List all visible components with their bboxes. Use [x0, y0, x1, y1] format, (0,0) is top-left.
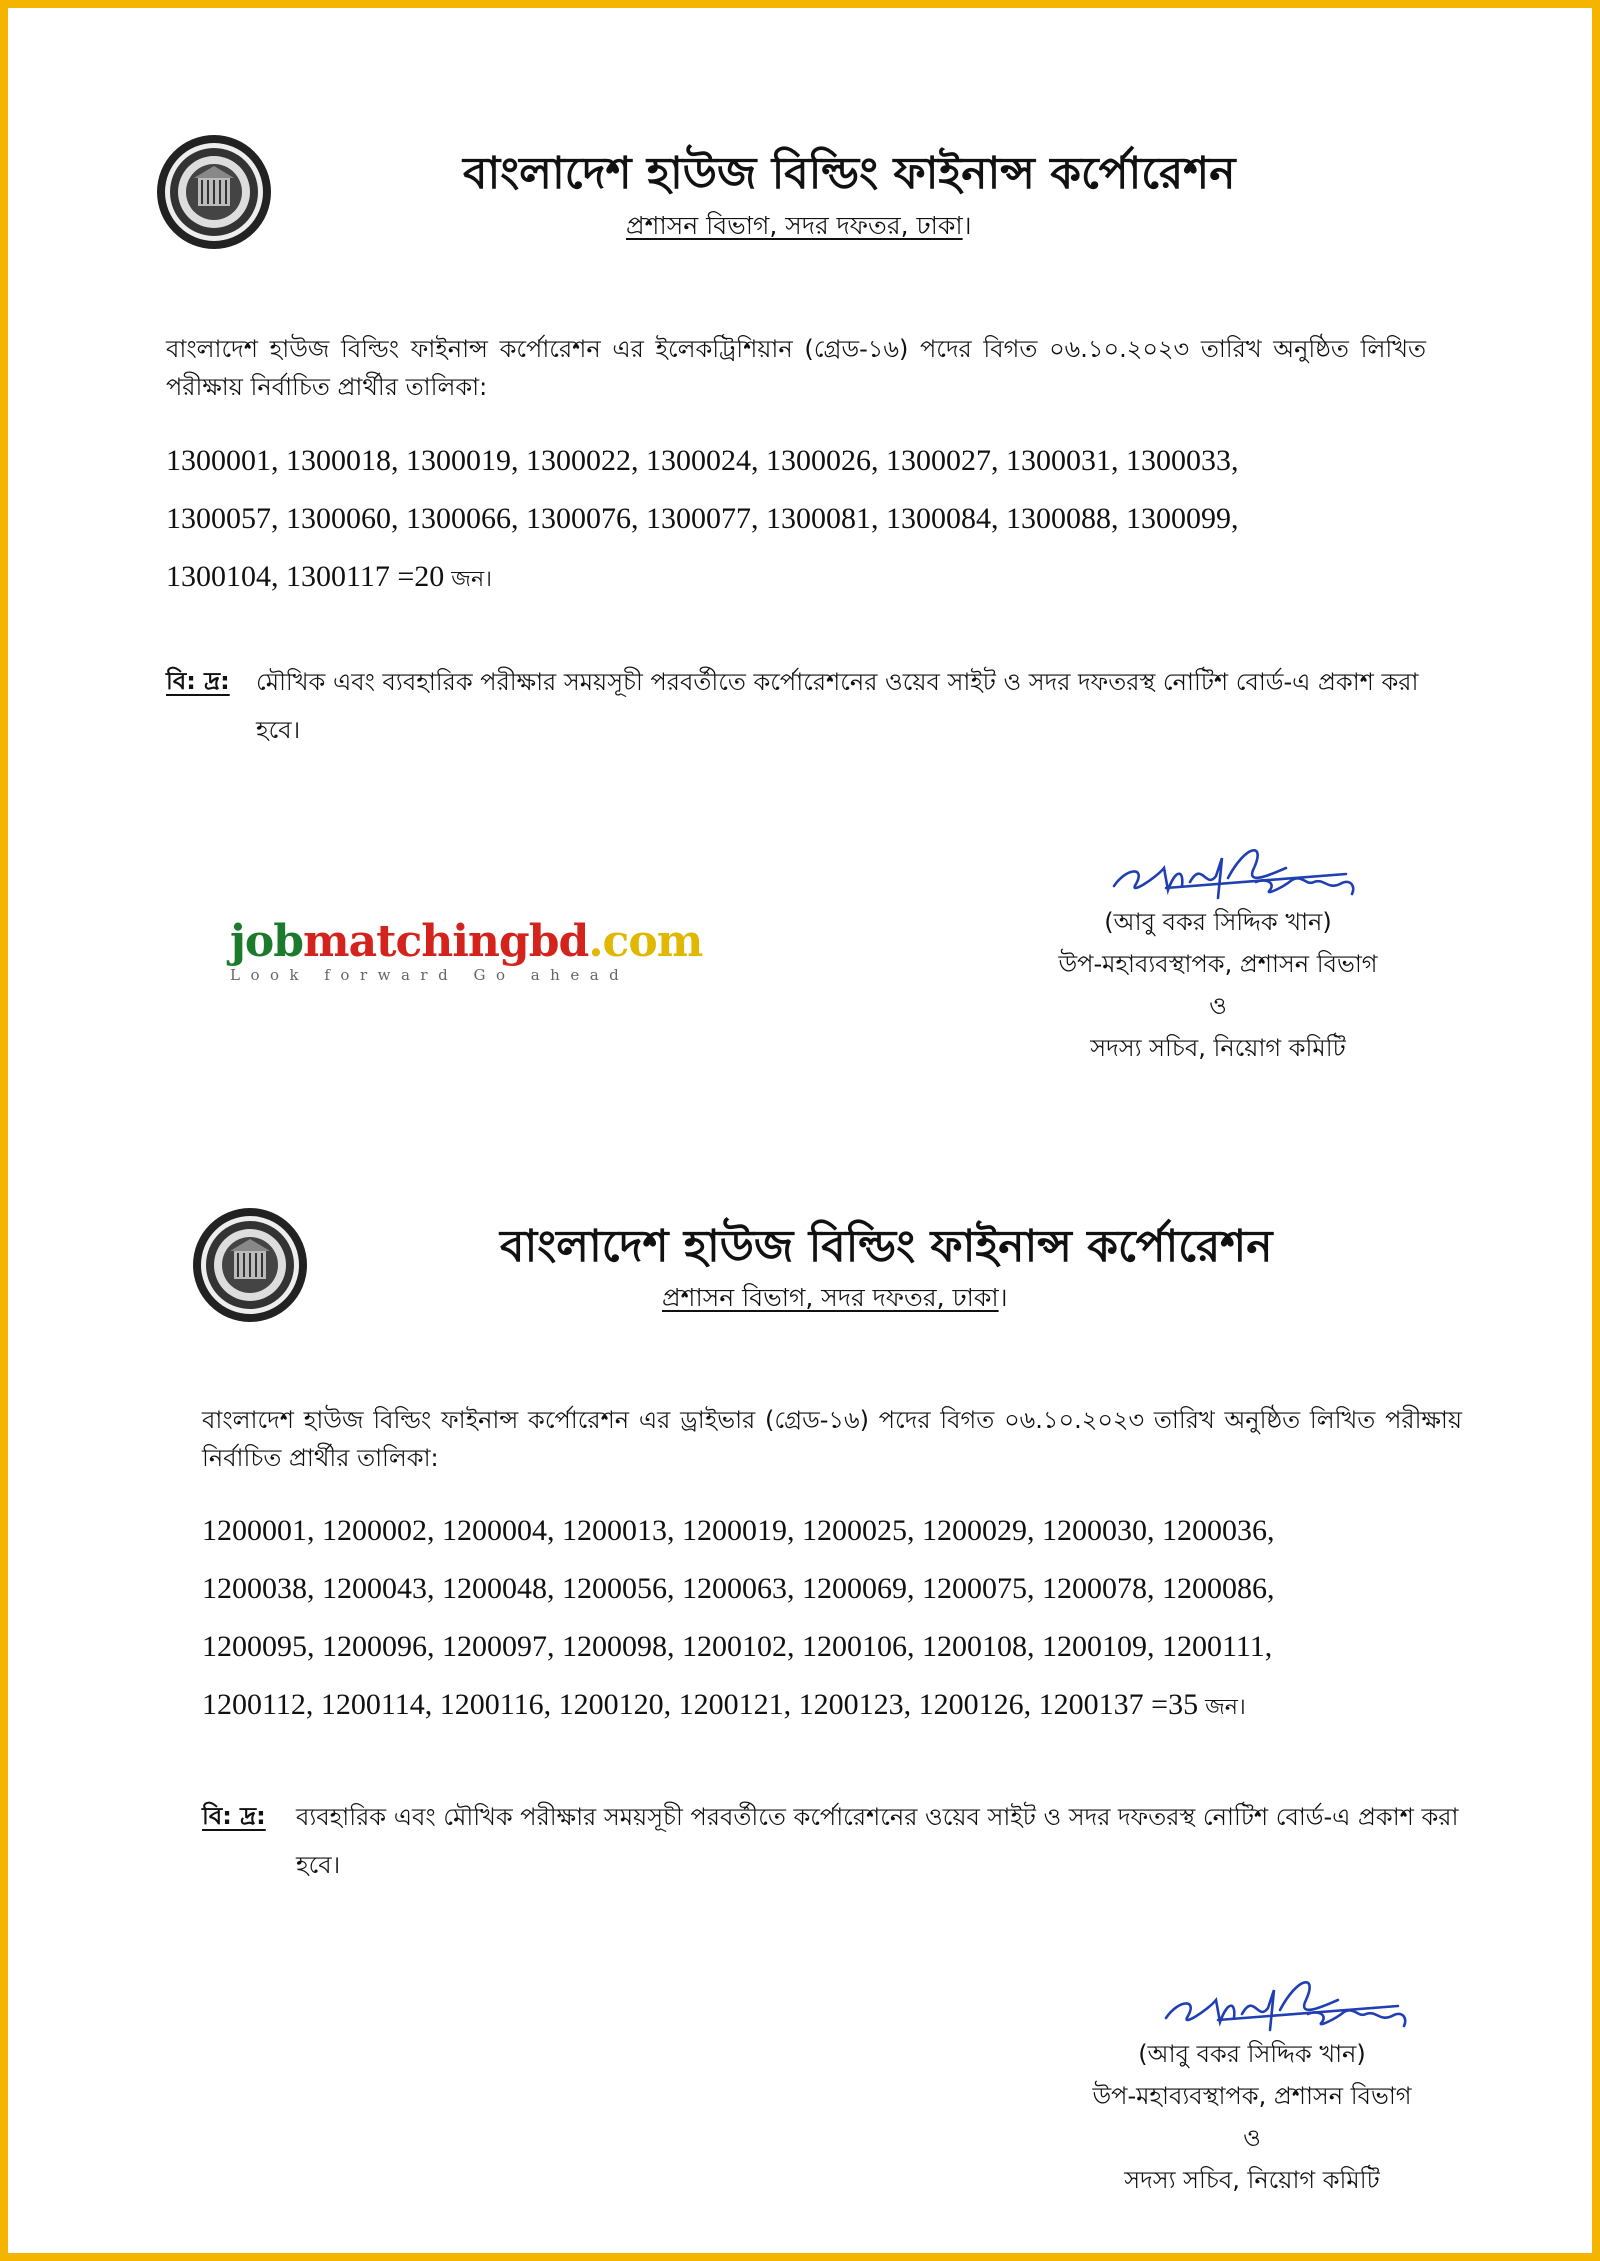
note-text: মৌখিক এবং ব্যবহারিক পরীক্ষার সময়সূচী পরবর্তীতে কর্পোরেশনের ওয়েব সাইট ও সদর দফতরস্থ নোটিশ বোর্ড-এ প্রকাশ করা হবে। [256, 668, 1419, 744]
total-suffix: জন। [444, 567, 492, 592]
note-text: ব্যবহারিক এবং মৌখিক পরীক্ষার সময়সূচী পরবর্তীতে কর্পোরেশনের ওয়েব সাইট ও সদর দফতরস্থ নোটিশ বোর্ড-এ প্রকাশ করা হবে। [296, 1803, 1459, 1879]
note-label: বি: দ্র: [202, 1802, 266, 1830]
watermark-name: jobmatchingbd.com [230, 916, 703, 967]
notice-intro: বাংলাদেশ হাউজ বিল্ডিং ফাইনান্স কর্পোরেশন এর ইলেকট্রিশিয়ান (গ্রেড-১৬) পদের বিগত ০৬.১০.২০২৩ তারিখ অনুষ্ঠিত লিখিত পরীক্ষায় নির্বাচিত প্রার্থীর তালিকা: [166, 335, 1426, 401]
signatory-role: সদস্য সচিব, নিয়োগ কমিটি [1124, 2166, 1380, 2194]
note-label: বি: দ্র: [166, 667, 230, 695]
corporation-seal-icon [190, 1205, 310, 1325]
roll-line: 1200095, 1200096, 1200097, 1200098, 1200102, 1200106, 1200108, 1200109, 1200111, [202, 1630, 1273, 1663]
roll-line: 1200001, 1200002, 1200004, 1200013, 1200019, 1200025, 1200029, 1200030, 1200036, [202, 1514, 1275, 1547]
org-title: বাংলাদেশ হাউজ বিল্ডিং ফাইনান্স কর্পোরেশন [463, 148, 1236, 199]
org-subtitle-text: প্রশাসন বিভাগ, সদর দফতর, ঢাকা [662, 1283, 999, 1312]
roll-line: 1300104, 1300117 =20 [166, 560, 445, 593]
signatory-conjunction: ও [1209, 992, 1227, 1020]
signatory-name: (আবু বকর সিদ্দিক খান) [1104, 908, 1332, 936]
watermark-tagline: Look forward Go ahead [230, 966, 630, 984]
roll-line: 1200112, 1200114, 1200116, 1200120, 1200121, 1200123, 1200126, 1200137 =35 [202, 1688, 1199, 1721]
roll-number-list [166, 432, 1456, 609]
org-subtitle-end: । [962, 211, 972, 240]
roll-number-list [202, 1502, 1492, 1737]
signatory-block [988, 901, 1448, 1069]
signatory-title: উপ-মহাব্যবস্থাপক, প্রশাসন বিভাগ [1092, 2082, 1412, 2110]
org-title: বাংলাদেশ হাউজ বিল্ডিং ফাইনান্স কর্পোরেশন [500, 1221, 1273, 1272]
roll-line: 1300001, 1300018, 1300019, 1300022, 1300024, 1300026, 1300027, 1300031, 1300033, [166, 444, 1239, 477]
org-subtitle [626, 206, 972, 249]
watermark-logo [230, 916, 703, 984]
roll-line-total [166, 548, 1456, 609]
corporation-seal-icon [154, 132, 274, 252]
roll-line: 1200038, 1200043, 1200048, 1200056, 1200063, 1200069, 1200075, 1200078, 1200086, [202, 1572, 1275, 1605]
notice-intro: বাংলাদেশ হাউজ বিল্ডিং ফাইনান্স কর্পোরেশন এর ড্রাইভার (গ্রেড-১৬) পদের বিগত ০৬.১০.২০২৩ তারিখ অনুষ্ঠিত লিখিত পরীক্ষায় নির্বাচিত প্রার্থীর তালিকা: [202, 1406, 1462, 1472]
signatory-title: উপ-মহাব্যবস্থাপক, প্রশাসন বিভাগ [1058, 950, 1378, 978]
signatory-block [1022, 2033, 1482, 2201]
total-suffix: জন। [1198, 1695, 1246, 1720]
org-subtitle [662, 1278, 1008, 1321]
roll-line-total [202, 1676, 1492, 1737]
org-subtitle-text: প্রশাসন বিভাগ, সদর দফতর, ঢাকা [626, 211, 963, 240]
signatory-name: (আবু বকর সিদ্দিক খান) [1138, 2040, 1366, 2068]
signatory-role: সদস্য সচিব, নিয়োগ কমিটি [1090, 1034, 1346, 1062]
org-subtitle-end: । [998, 1283, 1008, 1312]
roll-line: 1300057, 1300060, 1300066, 1300076, 1300077, 1300081, 1300084, 1300088, 1300099, [166, 502, 1239, 535]
signatory-conjunction: ও [1243, 2124, 1261, 2152]
